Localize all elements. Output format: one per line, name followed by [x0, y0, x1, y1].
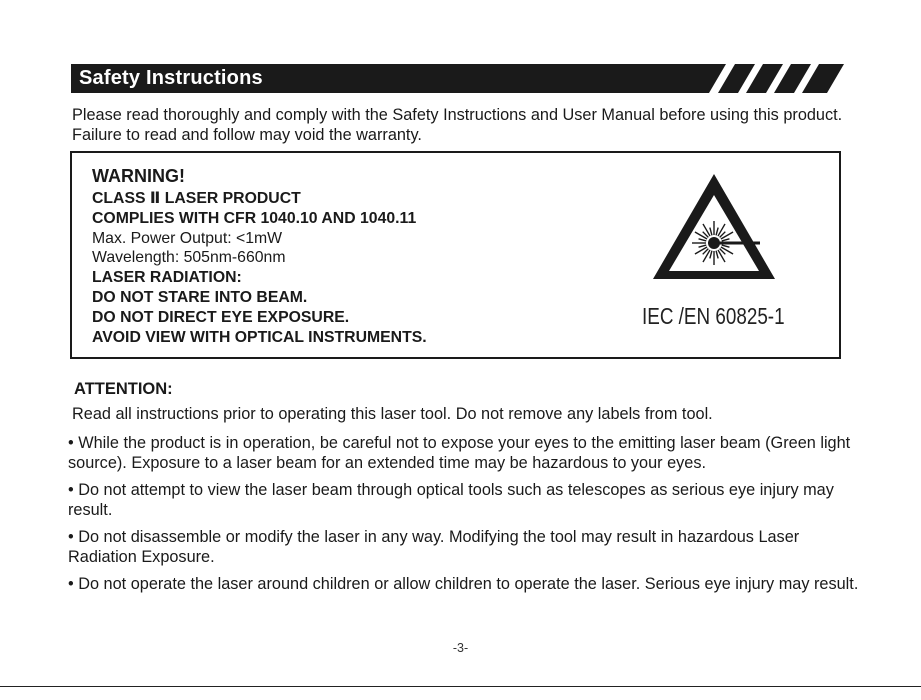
warning-line: AVOID VIEW WITH OPTICAL INSTRUMENTS. [92, 328, 427, 346]
intro-paragraph: Please read thoroughly and comply with the Safety Instructions and User Manual before using this product. Failure to read and follow may void the warranty. [72, 106, 843, 144]
section-header-bar [71, 64, 844, 93]
page-title: Safety Instructions [79, 67, 263, 89]
bullet-item: • Do not operate the laser around children or allow children to operate the laser. Serious eye injury may result. [68, 575, 859, 593]
warning-text-block [92, 165, 427, 347]
page-number: -3- [452, 641, 469, 655]
bullet-item: • Do not disassemble or modify the laser in any way. Modifying the tool may result in hazardous Laser Radiation Exposure. [68, 528, 800, 566]
warning-line: DO NOT STARE INTO BEAM. [92, 288, 308, 306]
warning-box [70, 151, 841, 359]
warning-line: COMPLIES WITH CFR 1040.10 AND 1040.11 [92, 209, 417, 227]
standard-label: IEC /EN 60825-1 [642, 303, 785, 329]
laser-warning-triangle-icon [650, 171, 778, 288]
warning-line: Wavelength: 505nm-660nm [92, 249, 286, 267]
warning-line: LASER RADIATION: [92, 269, 242, 287]
bottom-divider [0, 686, 921, 687]
warning-line: CLASS Ⅱ LASER PRODUCT [92, 190, 301, 207]
warning-line: Max. Power Output: <1mW [92, 229, 283, 247]
bullet-item: • While the product is in operation, be careful not to expose your eyes to the emitting laser beam (Green light source). Exposure to a laser beam for an extended time may be hazardous to your eyes. [68, 434, 851, 472]
attention-intro: Read all instructions prior to operating this laser tool. Do not remove any labels from tool. [72, 405, 713, 423]
warning-line: DO NOT DIRECT EYE EXPOSURE. [92, 308, 350, 326]
warning-title: WARNING! [92, 166, 185, 186]
attention-title: ATTENTION: [74, 380, 173, 398]
attention-bullet-list [68, 433, 868, 601]
bullet-item: • Do not attempt to view the laser beam through optical tools such as telescopes as serious eye injury may result. [68, 481, 834, 519]
